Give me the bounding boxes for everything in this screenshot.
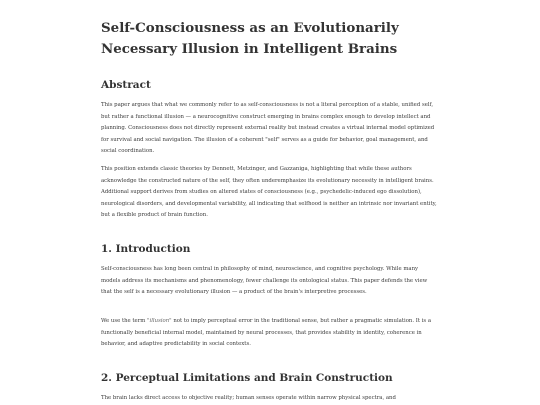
abstract-paragraph-2: This position extends classic theories by Dennett, Metzinger, and Gazzaniga, highlighting that while these authors acknowledge the constructed nature of the self, they often underemphasize its evolutionary necessity in intelligent brains. Additional support derives from studies on altered states of consciousness (e.g., psychedelic-induced ego dissolution), neurological disorders, and developmental variability, all indicating that selfhood is neither an intrinsic nor invariant entity, but a flexible product of brain function. xyxy=(101,166,437,219)
abstract-paragraph-1: This paper argues that what we commonly refer to as self-consciousness is not a literal perception of a stable, unified self, but rather a functional illusion — a neurocognitive construct emerging in brains complex enough to develop intellect and planning. Consciousness does not directly represent external reality but instead creates a virtual internal model optimized for survival and social navigation. The illusion of a coherent "self" serves as a guide for behavior, goal management, and social coordination. xyxy=(101,102,435,155)
section-2-paragraph-1: The brain lacks direct access to objective reality; human senses operate within narrow physical spectra, and xyxy=(101,395,396,401)
illusion-term: "illusion" xyxy=(147,318,172,324)
introduction-paragraph-2 xyxy=(101,316,439,351)
introduction-paragraph-1: Self-consciousness has long been central in philosophy of mind, neuroscience, and cognitive psychology. While many models address its mechanisms and phenomenology, fewer challenge its ontological status. This paper defends the view that the self is a necessary evolutionary illusion — a product of the brain's interpretive processes. xyxy=(101,266,428,296)
section-2-heading: 2. Perceptual Limitations and Brain Construction xyxy=(101,372,393,384)
paper-title: Self-Consciousness as an Evolutionarily Necessary Illusion in Intelligent Brains xyxy=(101,20,399,57)
introduction-heading: 1. Introduction xyxy=(101,243,191,255)
introduction-paragraph-2-end: not to imply perceptual error in the traditional sense, but rather a pragmatic simulation. It is a functionally beneficial internal model, maintained by neural processes, that provides stability in identity, coherence in behavior, and adaptive predictability in social contexts. xyxy=(101,318,432,348)
introduction-paragraph-2-start: We use the term xyxy=(101,318,148,324)
abstract-heading: Abstract xyxy=(101,79,151,91)
